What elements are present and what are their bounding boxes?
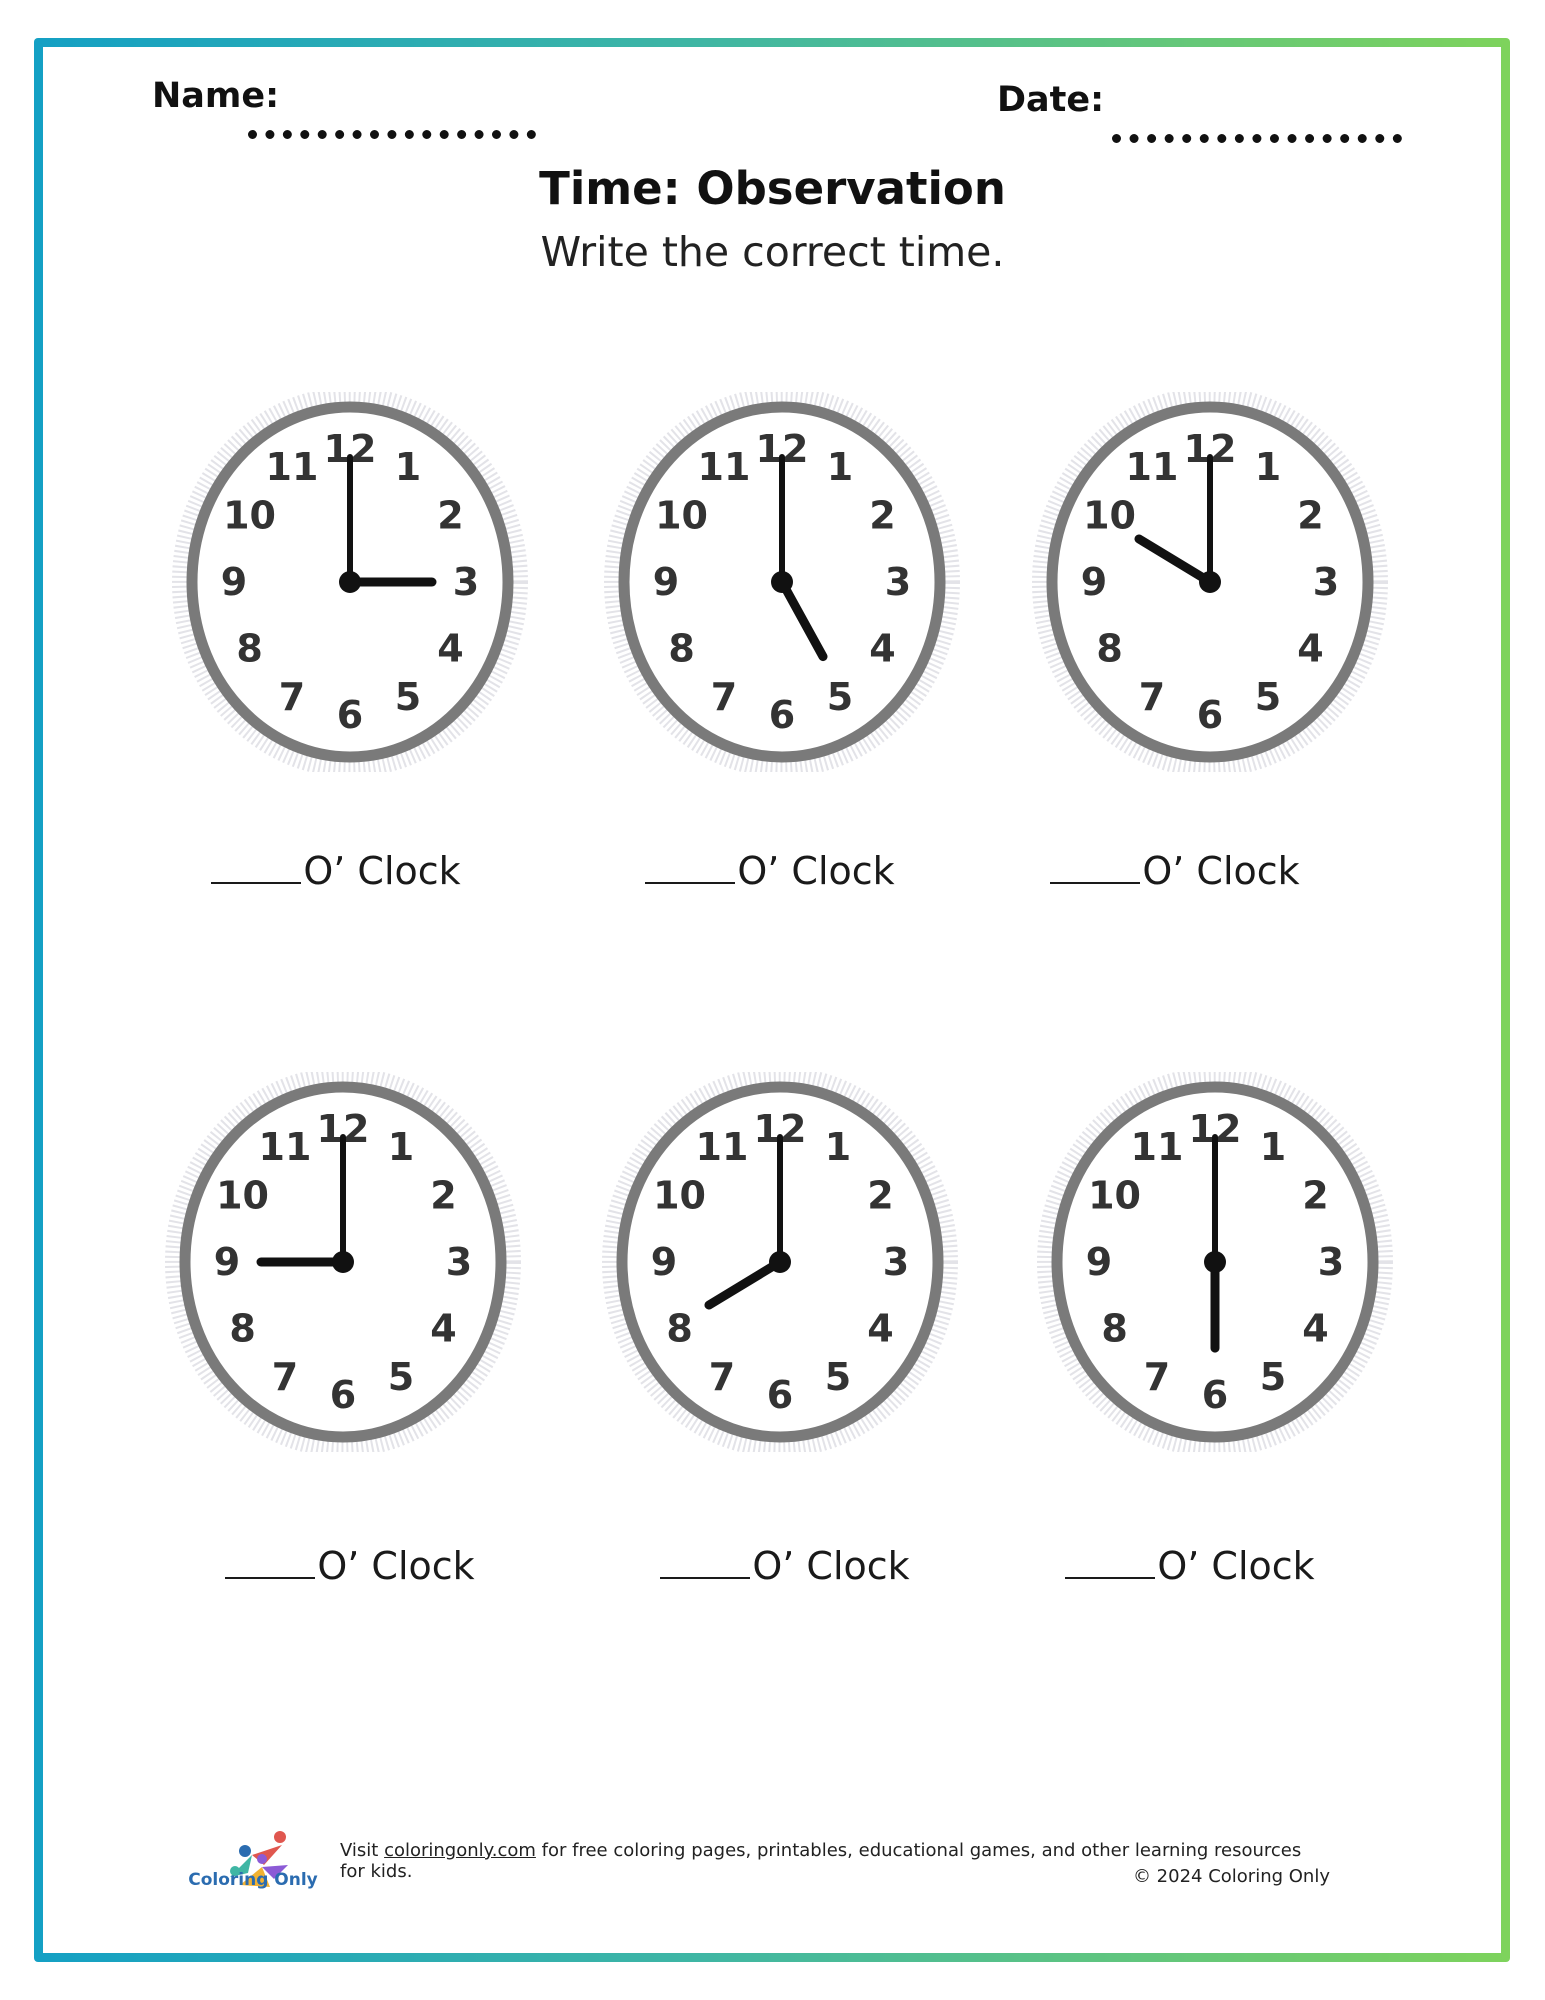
clock-numeral: 8 (1096, 626, 1123, 671)
answer-blank[interactable] (211, 842, 301, 884)
name-label: Name: (152, 76, 280, 116)
clock-numeral: 7 (278, 675, 306, 720)
answer-blank[interactable] (1050, 842, 1140, 884)
clock-numeral: 8 (229, 1306, 256, 1351)
clock-numeral: 7 (1143, 1355, 1171, 1400)
clock-numeral: 3 (452, 560, 480, 604)
answer-6[interactable] (1000, 1537, 1380, 1588)
clock-3 (1020, 392, 1400, 772)
answer-1[interactable] (146, 842, 526, 893)
coloring-only-logo (190, 1815, 320, 1910)
clock-hub (1204, 1251, 1226, 1273)
clock-numeral: 6 (329, 1373, 357, 1417)
clock-numeral: 1 (826, 444, 854, 489)
clock-numeral: 5 (394, 675, 422, 720)
clock-numeral: 6 (768, 693, 796, 737)
clock-numeral: 3 (884, 560, 912, 604)
clock-numeral: 9 (1085, 1240, 1113, 1284)
clock-1 (160, 392, 540, 772)
clock-numeral: 2 (1297, 493, 1324, 538)
clock-numeral: 8 (666, 1306, 693, 1351)
clock-numeral: 3 (1312, 560, 1340, 604)
clock-numeral: 8 (1101, 1306, 1128, 1351)
clock-numeral: 9 (652, 560, 680, 604)
clock-numeral: 5 (1259, 1355, 1287, 1400)
date-label: Date: (997, 80, 1105, 120)
clock-numeral: 10 (216, 1173, 269, 1218)
clock-numeral: 2 (867, 1173, 894, 1218)
answer-blank[interactable] (660, 1537, 750, 1579)
clock-numeral: 3 (882, 1240, 910, 1284)
clock-numeral: 10 (655, 493, 708, 538)
clock-numeral: 12 (323, 427, 377, 471)
clock-numeral: 9 (1080, 560, 1108, 604)
clock-5 (590, 1072, 970, 1452)
clock-numeral: 4 (867, 1306, 894, 1351)
clock-numeral: 5 (826, 675, 854, 720)
clock-numeral: 6 (766, 1373, 794, 1417)
clock-numeral: 4 (430, 1306, 457, 1351)
clock-numeral: 5 (1254, 675, 1282, 720)
clock-numeral: 11 (695, 1124, 749, 1169)
clock-numeral: 12 (755, 427, 809, 471)
date-field-line[interactable] (1112, 134, 1402, 143)
footer-line-1: Visit coloringonly.com for free coloring pages, printables, educational games, and other learning resources for kids. (340, 1840, 1302, 1882)
clock-numeral: 6 (1201, 1373, 1229, 1417)
clock-hub (771, 571, 793, 593)
logo-text: Coloring Only (188, 1870, 318, 1890)
clock-numeral: 7 (708, 1355, 736, 1400)
answer-suffix: O’ Clock (1142, 849, 1300, 893)
answer-3[interactable] (985, 842, 1365, 893)
clock-numeral: 10 (1083, 493, 1136, 538)
clock-numeral: 3 (445, 1240, 473, 1284)
clock-numeral: 2 (1302, 1173, 1329, 1218)
clock-numeral: 10 (653, 1173, 706, 1218)
clock-numeral: 5 (824, 1355, 852, 1400)
answer-blank[interactable] (1065, 1537, 1155, 1579)
clock-numeral: 4 (1302, 1306, 1329, 1351)
clock-numeral: 11 (697, 444, 751, 489)
clock-numeral: 4 (437, 626, 464, 671)
answer-suffix: O’ Clock (737, 849, 895, 893)
clock-4 (153, 1072, 533, 1452)
clock-hub (339, 571, 361, 593)
answer-suffix: O’ Clock (317, 1544, 475, 1588)
clock-numeral: 1 (387, 1124, 415, 1169)
clock-numeral: 11 (1125, 444, 1179, 489)
clock-hub (1199, 571, 1221, 593)
clock-numeral: 4 (869, 626, 896, 671)
answer-suffix: O’ Clock (752, 1544, 910, 1588)
clock-numeral: 8 (668, 626, 695, 671)
clock-numeral: 5 (387, 1355, 415, 1400)
clock-numeral: 9 (220, 560, 248, 604)
answer-suffix: O’ Clock (303, 849, 461, 893)
answer-blank[interactable] (645, 842, 735, 884)
name-field-line[interactable] (248, 130, 536, 139)
clock-numeral: 7 (710, 675, 738, 720)
clock-numeral: 1 (394, 444, 422, 489)
clock-numeral: 9 (650, 1240, 678, 1284)
clock-numeral: 6 (336, 693, 364, 737)
instruction-text: Write the correct time. (540, 228, 1005, 276)
clock-numeral: 11 (265, 444, 319, 489)
clock-numeral: 4 (1297, 626, 1324, 671)
clock-numeral: 10 (223, 493, 276, 538)
clock-numeral: 1 (1254, 444, 1282, 489)
clock-numeral: 9 (213, 1240, 241, 1284)
clock-numeral: 12 (1183, 427, 1237, 471)
clock-numeral: 2 (430, 1173, 457, 1218)
answer-blank[interactable] (225, 1537, 315, 1579)
answer-5[interactable] (595, 1537, 975, 1588)
clock-numeral: 12 (753, 1107, 807, 1151)
clock-hub (769, 1251, 791, 1273)
clock-numeral: 3 (1317, 1240, 1345, 1284)
answer-4[interactable] (160, 1537, 540, 1588)
footer-link[interactable]: coloringonly.com (384, 1840, 536, 1861)
page-title: Time: Observation (539, 162, 1006, 215)
answer-suffix: O’ Clock (1157, 1544, 1315, 1588)
clock-6 (1025, 1072, 1405, 1452)
clock-2 (592, 392, 972, 772)
answer-2[interactable] (580, 842, 960, 893)
clock-hub (332, 1251, 354, 1273)
clock-numeral: 2 (869, 493, 896, 538)
clock-numeral: 2 (437, 493, 464, 538)
clock-numeral: 1 (1259, 1124, 1287, 1169)
clock-numeral: 1 (824, 1124, 852, 1169)
clock-numeral: 8 (236, 626, 263, 671)
copyright-text: © 2024 Coloring Only (1132, 1866, 1330, 1887)
clock-numeral: 11 (1130, 1124, 1184, 1169)
clock-numeral: 11 (258, 1124, 312, 1169)
clock-numeral: 6 (1196, 693, 1224, 737)
clock-numeral: 10 (1088, 1173, 1141, 1218)
clock-numeral: 7 (1138, 675, 1166, 720)
clock-numeral: 7 (271, 1355, 299, 1400)
clock-numeral: 12 (1188, 1107, 1242, 1151)
page-border (34, 38, 1510, 1962)
clock-numeral: 12 (316, 1107, 370, 1151)
